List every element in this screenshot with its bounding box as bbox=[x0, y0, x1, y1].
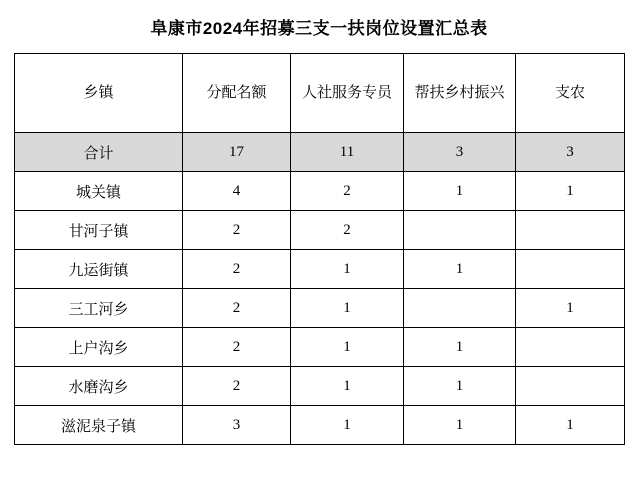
cell-township: 合计 bbox=[15, 133, 183, 172]
cell-hr-service: 1 bbox=[291, 406, 404, 445]
cell-hr-service: 1 bbox=[291, 328, 404, 367]
cell-rural-revitalization bbox=[404, 289, 516, 328]
table-row bbox=[15, 211, 625, 250]
cell-rural-revitalization: 1 bbox=[404, 250, 516, 289]
column-header-rural-revitalization: 帮扶乡村振兴 bbox=[404, 54, 516, 133]
cell-quota: 2 bbox=[183, 289, 291, 328]
cell-township: 三工河乡 bbox=[15, 289, 183, 328]
cell-quota: 2 bbox=[183, 250, 291, 289]
cell-quota: 3 bbox=[183, 406, 291, 445]
table-row bbox=[15, 367, 625, 406]
cell-quota: 2 bbox=[183, 328, 291, 367]
cell-quota: 17 bbox=[183, 133, 291, 172]
cell-hr-service: 1 bbox=[291, 250, 404, 289]
cell-agriculture: 1 bbox=[516, 172, 625, 211]
positions-summary-table bbox=[14, 53, 625, 445]
column-header-township: 乡镇 bbox=[15, 54, 183, 133]
table-header-row bbox=[15, 54, 625, 133]
cell-agriculture: 3 bbox=[516, 133, 625, 172]
cell-rural-revitalization: 1 bbox=[404, 172, 516, 211]
cell-agriculture bbox=[516, 211, 625, 250]
table-row bbox=[15, 328, 625, 367]
cell-quota: 2 bbox=[183, 367, 291, 406]
cell-hr-service: 2 bbox=[291, 211, 404, 250]
column-header-quota: 分配名额 bbox=[183, 54, 291, 133]
cell-hr-service: 1 bbox=[291, 367, 404, 406]
table-container bbox=[0, 53, 638, 445]
cell-hr-service: 1 bbox=[291, 289, 404, 328]
table-row bbox=[15, 250, 625, 289]
cell-rural-revitalization: 1 bbox=[404, 406, 516, 445]
cell-hr-service: 2 bbox=[291, 172, 404, 211]
cell-township: 城关镇 bbox=[15, 172, 183, 211]
cell-township: 滋泥泉子镇 bbox=[15, 406, 183, 445]
column-header-agriculture: 支农 bbox=[516, 54, 625, 133]
column-header-hr-service: 人社服务专员 bbox=[291, 54, 404, 133]
cell-agriculture: 1 bbox=[516, 289, 625, 328]
cell-agriculture bbox=[516, 328, 625, 367]
cell-agriculture bbox=[516, 367, 625, 406]
cell-township: 九运街镇 bbox=[15, 250, 183, 289]
cell-rural-revitalization bbox=[404, 211, 516, 250]
cell-township: 水磨沟乡 bbox=[15, 367, 183, 406]
table-row bbox=[15, 406, 625, 445]
cell-rural-revitalization: 3 bbox=[404, 133, 516, 172]
cell-rural-revitalization: 1 bbox=[404, 328, 516, 367]
table-row bbox=[15, 133, 625, 172]
table-header bbox=[15, 54, 625, 133]
table-row bbox=[15, 289, 625, 328]
cell-agriculture: 1 bbox=[516, 406, 625, 445]
cell-quota: 2 bbox=[183, 211, 291, 250]
cell-quota: 4 bbox=[183, 172, 291, 211]
table-row bbox=[15, 172, 625, 211]
page-title: 阜康市2024年招募三支一扶岗位设置汇总表 bbox=[150, 19, 488, 38]
cell-agriculture bbox=[516, 250, 625, 289]
cell-township: 上户沟乡 bbox=[15, 328, 183, 367]
cell-hr-service: 11 bbox=[291, 133, 404, 172]
cell-township: 甘河子镇 bbox=[15, 211, 183, 250]
cell-rural-revitalization: 1 bbox=[404, 367, 516, 406]
table-body bbox=[15, 133, 625, 445]
